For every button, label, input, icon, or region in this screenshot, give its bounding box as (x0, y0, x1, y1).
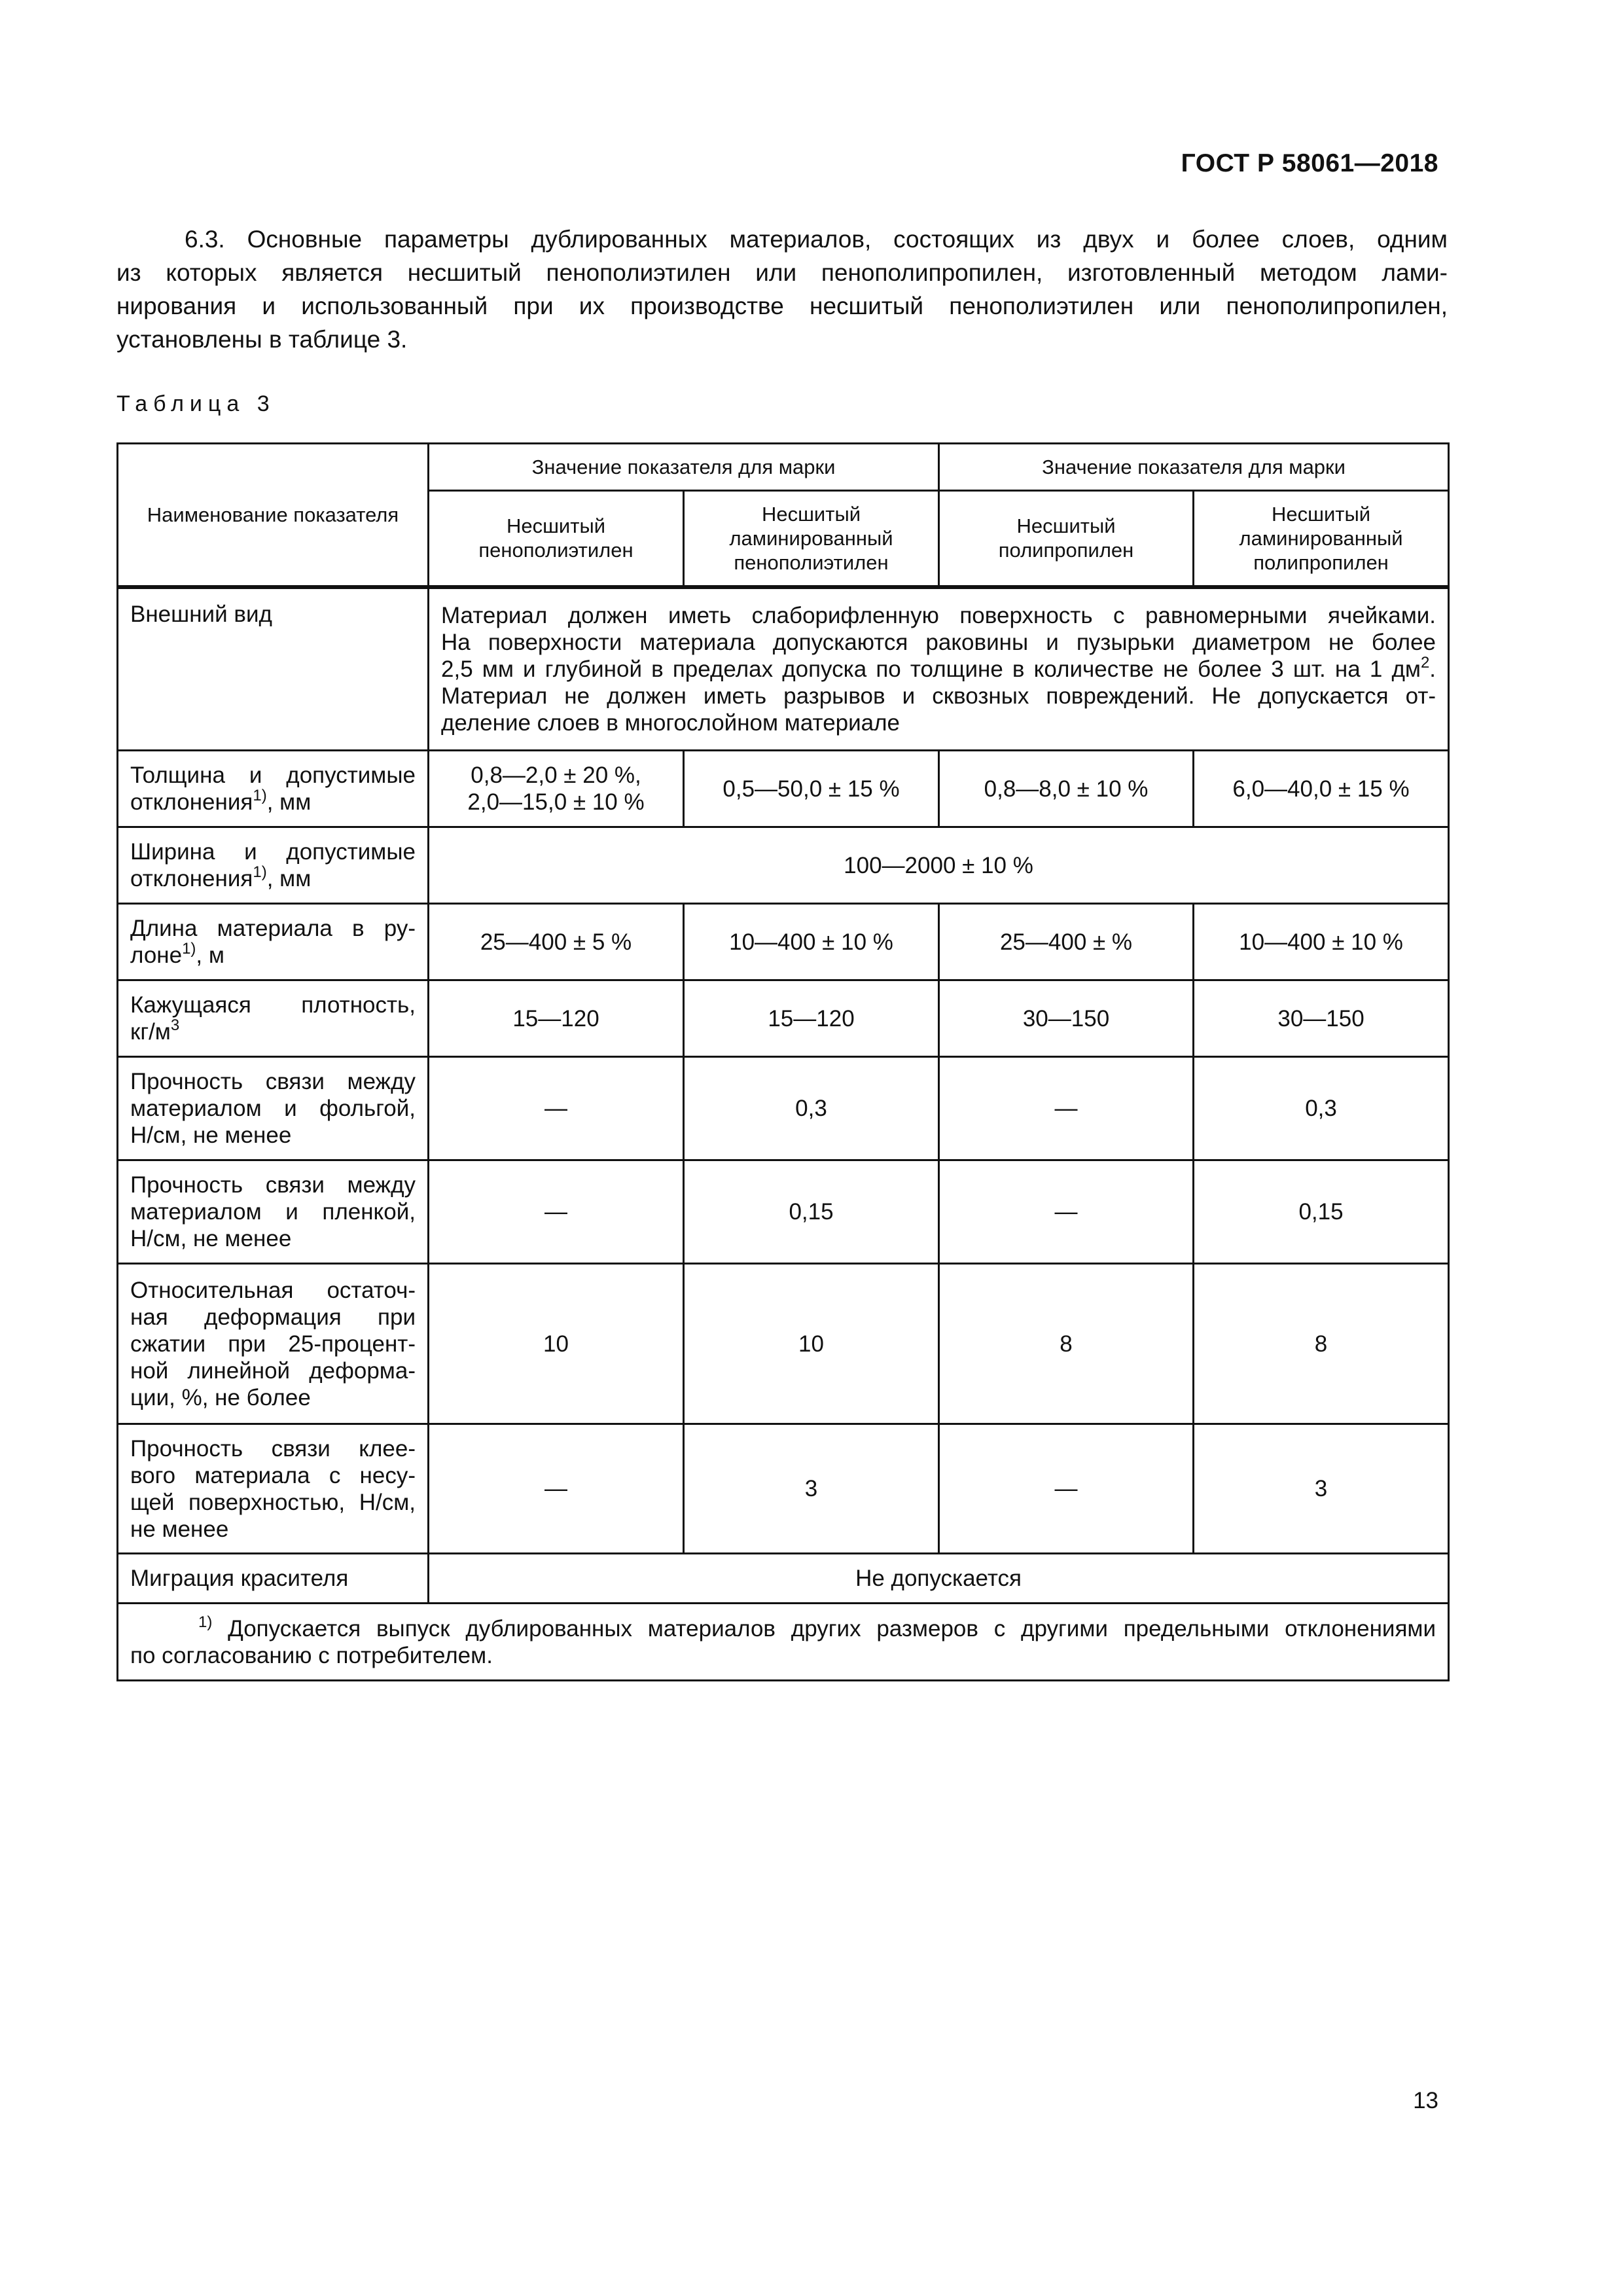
intro-line: установлены в таблице 3. (116, 326, 408, 353)
header-text: ламинированный (1239, 526, 1403, 550)
row-name (118, 980, 429, 1057)
row-name-text (130, 789, 416, 816)
desc-line: Материал должен иметь слаборифленную поверхность с равномерными ячейками. (441, 602, 1436, 628)
intro-line: 6.3. Основные параметры дублированных материалов, состоящих из двух и более слоев, одним (185, 226, 1448, 253)
row-name-part: , мм (266, 866, 312, 891)
table-row (118, 980, 1449, 1057)
footnote-ref: 1) (253, 787, 267, 804)
table-cell: 0,3 (684, 1057, 939, 1160)
table-cell: 100—2000 ± 10 % (429, 827, 1449, 904)
row-name-text: вого материала с несу- (130, 1462, 416, 1488)
table-cell: 15—120 (684, 980, 939, 1057)
intro-line: из которых является несшитый пенополиэтилен или пенополипропилен, изготовленный методом лами- (116, 259, 1448, 286)
row-name (118, 904, 429, 980)
table-row (118, 1160, 1449, 1264)
superscript: 2 (1420, 653, 1430, 672)
table-row (118, 1424, 1449, 1554)
row-name-text: Внешний вид (130, 601, 272, 627)
table-cell: — (939, 1057, 1194, 1160)
table-cell: 0,15 (684, 1160, 939, 1264)
header-laminated-pe (684, 491, 939, 587)
row-name (118, 1057, 429, 1160)
row-name-part: лоне (130, 942, 183, 968)
row-name-text: Прочность связи между (130, 1069, 416, 1094)
table-cell: — (429, 1424, 684, 1554)
table-cell: 25—400 ± % (939, 904, 1194, 980)
superscript: 3 (170, 1016, 180, 1034)
row-name (118, 1554, 429, 1604)
table-footnote (118, 1604, 1449, 1681)
table-cell (429, 751, 684, 827)
row-name-text: ная деформация при (130, 1304, 416, 1330)
row-name (118, 827, 429, 904)
table-cell: — (429, 1057, 684, 1160)
row-name-part: , м (196, 942, 224, 968)
row-name (118, 587, 429, 751)
header-text: Несшитый (761, 502, 861, 526)
table-cell: 25—400 ± 5 % (429, 904, 684, 980)
row-name-text: Длина материала в ру- (130, 916, 416, 941)
table-cell: 0,3 (1194, 1057, 1449, 1160)
row-name-part: отклонения (130, 866, 253, 891)
table-cell: 15—120 (429, 980, 684, 1057)
table-cell: — (939, 1424, 1194, 1554)
desc-text: 2,5 мм и глубиной в пределах допуска по толщине в количестве не более 3 шт. на 1 дм (441, 656, 1421, 682)
row-name-text: материалом и пленкой, (130, 1199, 416, 1225)
header-text: Несшитый (1016, 514, 1116, 538)
cell-line: 2,0—15,0 ± 10 % (467, 789, 645, 815)
row-name-text (130, 1018, 416, 1045)
header-text: ламинированный (729, 526, 893, 550)
table-cell: 0,5—50,0 ± 15 % (684, 751, 939, 827)
table-row (118, 1554, 1449, 1604)
footnote-row (118, 1604, 1449, 1681)
table-row (118, 1057, 1449, 1160)
header-text: полипропилен (1253, 550, 1389, 574)
header-noncrosslinked-pp (939, 491, 1194, 587)
table-cell: 6,0—40,0 ± 15 % (1194, 751, 1449, 827)
row-name-part: отклонения (130, 789, 253, 815)
desc-line (441, 653, 1436, 683)
row-name-text: ции, %, не более (130, 1384, 311, 1410)
row-name-text: Прочность связи между (130, 1172, 416, 1198)
table-cell: 10 (684, 1264, 939, 1424)
cell-line: 0,8—2,0 ± 20 %, (471, 762, 641, 788)
footnote-ref: 1) (253, 863, 267, 881)
table-row (118, 751, 1449, 827)
row-name-text: не менее (130, 1516, 229, 1542)
document-code: ГОСТ Р 58061—2018 (1181, 149, 1438, 177)
row-name-text: Толщина и допустимые (130, 762, 416, 788)
desc-text: . (1429, 656, 1436, 682)
table-cell: 10—400 ± 10 % (684, 904, 939, 980)
row-name-text: Прочность связи клее- (130, 1435, 416, 1462)
row-name-text: Миграция красителя (130, 1566, 349, 1591)
header-text: Несшитый (1271, 502, 1371, 526)
desc-line: деление слоев в многослойном материале (441, 709, 901, 736)
table-cell: 30—150 (1194, 980, 1449, 1057)
table-cell: Не допускается (429, 1554, 1449, 1604)
table-caption: Таблица 3 (116, 391, 276, 416)
table-cell: 30—150 (939, 980, 1194, 1057)
page-number: 13 (1413, 2088, 1438, 2113)
row-name-text: ной линейной деформа- (130, 1357, 416, 1384)
header-noncrosslinked-pe (429, 491, 684, 587)
row-name-text: Кажущаяся плотность, (130, 992, 416, 1018)
table-row (118, 904, 1449, 980)
header-indicator-name: Наименование показателя (118, 444, 429, 587)
footnote-line (130, 1615, 1436, 1642)
table-cell: 3 (1194, 1424, 1449, 1554)
desc-line: На поверхности материала допускаются раковины и пузырьки диаметром не более (441, 629, 1436, 655)
row-name (118, 1424, 429, 1554)
footnote-marker: 1) (198, 1613, 213, 1631)
table-row (118, 587, 1449, 751)
header-text: полипропилен (998, 539, 1134, 562)
parameters-table (116, 442, 1450, 1681)
footnote-text: Допускается выпуск дублированных материалов других размеров с другими предельными отклонениями (228, 1615, 1436, 1641)
row-name-text: сжатии при 25-процент- (130, 1331, 416, 1357)
row-name-text: Относительная остаточ- (130, 1277, 416, 1303)
header-text: пенополиэтилен (734, 550, 889, 574)
table-cell: — (429, 1160, 684, 1264)
row-name (118, 751, 429, 827)
table-cell: — (939, 1160, 1194, 1264)
row-name-text: Н/см, не менее (130, 1226, 292, 1251)
desc-line: Материал не должен иметь разрывов и сквозных повреждений. Не допускается от- (441, 683, 1436, 709)
header-text: Несшитый (506, 514, 606, 538)
row-name-text: Ширина и допустимые (130, 839, 416, 865)
table-row (118, 827, 1449, 904)
row-name-text (130, 865, 416, 892)
row-name (118, 1160, 429, 1264)
table-cell: 0,8—8,0 ± 10 % (939, 751, 1194, 827)
row-name-text: Н/см, не менее (130, 1122, 292, 1148)
footnote-ref: 1) (182, 940, 196, 958)
row-name (118, 1264, 429, 1424)
table-cell: 8 (939, 1264, 1194, 1424)
appearance-description (429, 587, 1449, 751)
intro-paragraph (116, 223, 1448, 356)
table-row (118, 1264, 1449, 1424)
row-name-text: материалом и фольгой, (130, 1096, 416, 1121)
row-name-text: щей поверхностью, Н/см, (130, 1489, 416, 1515)
header-text: пенополиэтилен (478, 539, 633, 562)
table-cell: 10—400 ± 10 % (1194, 904, 1449, 980)
table-cell: 10 (429, 1264, 684, 1424)
footnote-line: по согласованию с потребителем. (130, 1642, 493, 1668)
table-cell: 3 (684, 1424, 939, 1554)
table-cell: 8 (1194, 1264, 1449, 1424)
row-name-text (130, 942, 416, 969)
row-name-part: кг/м (130, 1019, 171, 1045)
header-group-polypropylene: Значение показателя для марки (939, 444, 1449, 491)
intro-line: нирования и использованный при их производстве несшитый пенополиэтилен или пенополипропилен, (116, 293, 1448, 319)
header-laminated-pp (1194, 491, 1449, 587)
header-group-polyethylene: Значение показателя для марки (429, 444, 939, 491)
table-cell: 0,15 (1194, 1160, 1449, 1264)
row-name-part: , мм (266, 789, 312, 815)
